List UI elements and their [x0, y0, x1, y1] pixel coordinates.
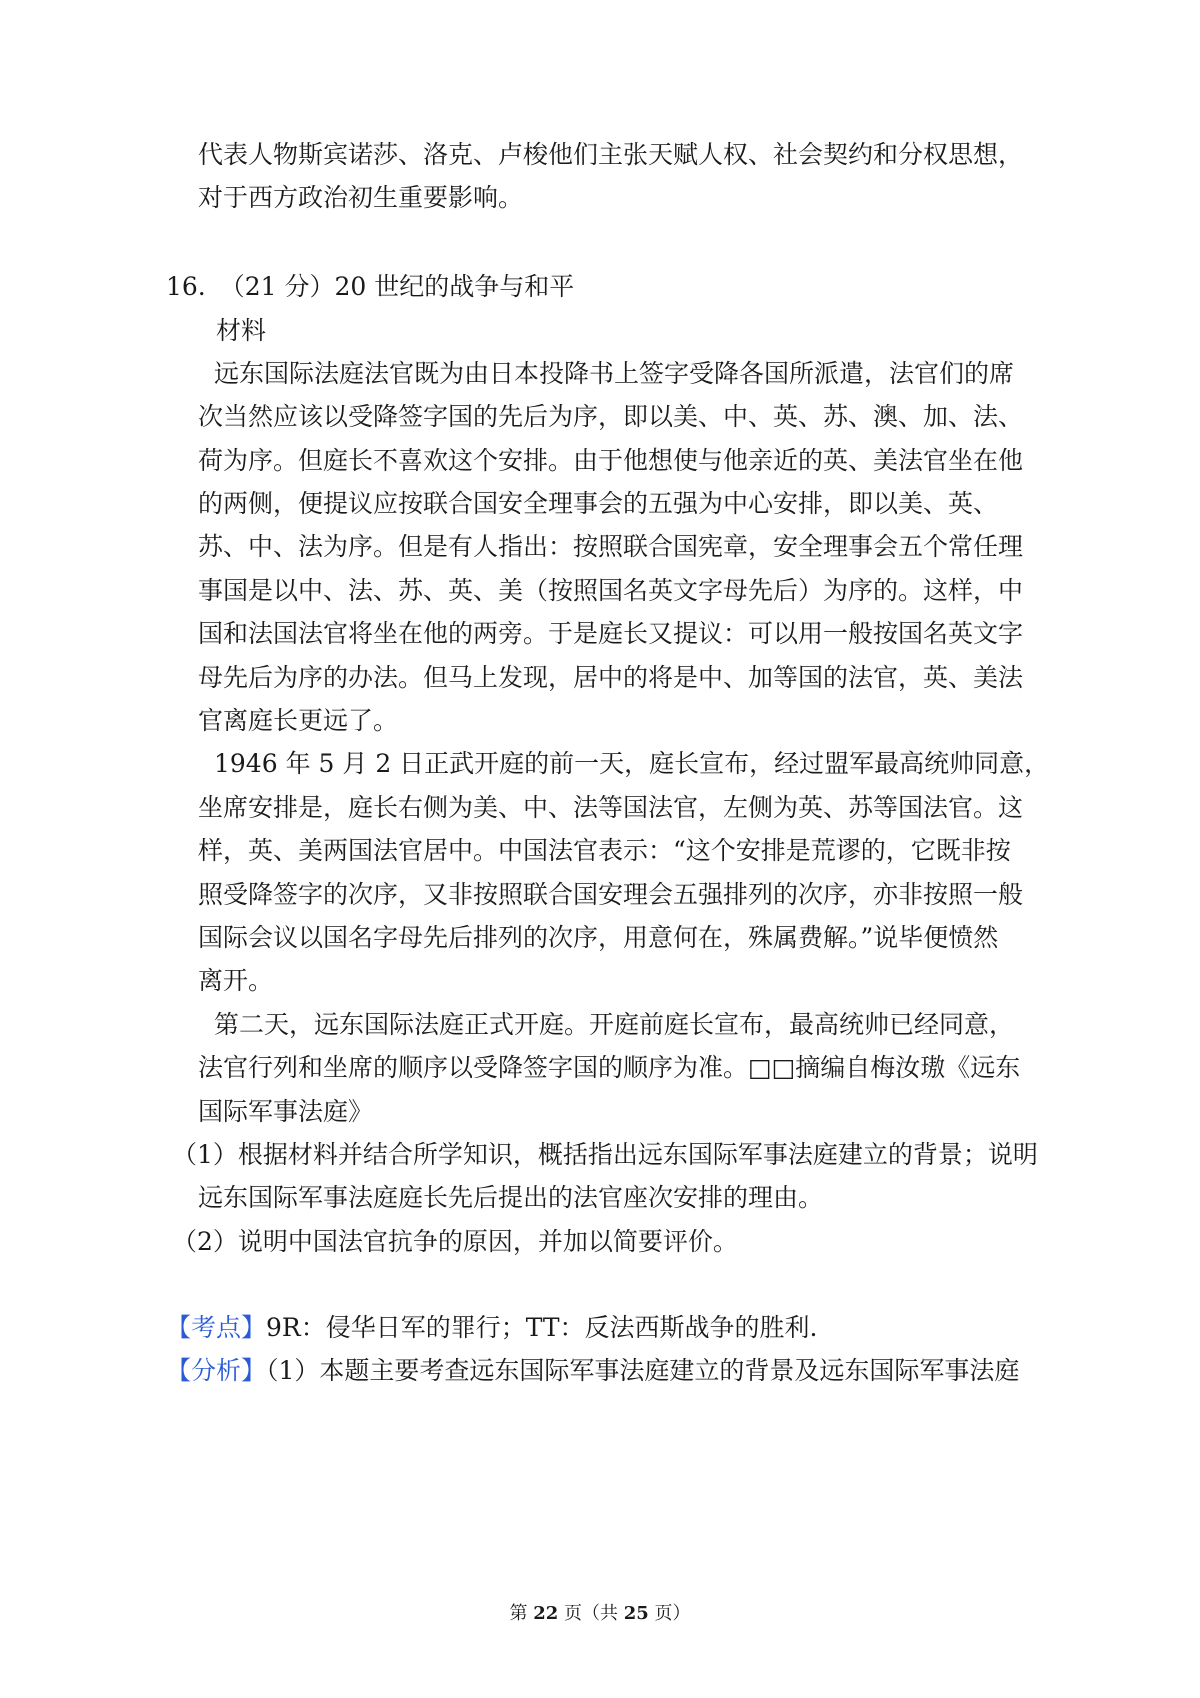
material-para1-line: 的两侧，便提议应按联合国安全理事会的五强为中心安排，即以美、英、	[198, 489, 999, 518]
fenxi-text: （1）本题主要考查远东国际军事法庭建立的背景及远东国际军事法庭	[266, 1356, 1020, 1385]
material-para1-line: 远东国际法庭法官既为由日本投降书上签字受降各国所派遣，法官们的席	[214, 359, 1015, 388]
question-title: 20 世纪的战争与和平	[334, 272, 575, 301]
fenxi-label: 【分析】	[166, 1356, 267, 1385]
material-para2-line: 坐席安排是，庭长右侧为美、中、法等国法官，左侧为英、苏等国法官。这	[198, 793, 1024, 822]
footer-middle: 页（共	[558, 1603, 624, 1624]
footer-page-number: 22	[533, 1603, 559, 1624]
material-para1-line: 官离庭长更远了。	[198, 706, 399, 735]
footer-suffix: 页）	[648, 1603, 691, 1624]
fenxi-row	[166, 1356, 1019, 1386]
material-para1-line: 苏、中、法为序。但是有人指出：按照联合国宪章，安全理事会五个常任理	[198, 532, 1024, 561]
sub-question-1: （1）根据材料并结合所学知识，概括指出远东国际军事法庭建立的背景；说明	[172, 1140, 1038, 1169]
sub-question-1-cont: 远东国际军事法庭庭长先后提出的法官座次安排的理由。	[198, 1183, 824, 1212]
prev-answer-line-2: 对于西方政治初生重要影响。	[198, 183, 524, 212]
material-para2-line: 离开。	[198, 966, 274, 995]
material-para1-line: 次当然应该以受降签字国的先后为序，即以美、中、英、苏、澳、加、法、	[198, 402, 1024, 431]
material-para2-line: 样，英、美两国法官居中。中国法官表示：“这个安排是荒谬的，它既非按	[198, 836, 1011, 865]
question-number: 16.	[166, 272, 206, 301]
material-para2-line: 国际会议以国名字母先后排列的次序，用意何在，殊属费解。”说毕便愤然	[198, 923, 999, 952]
kaodian-label: 【考点】	[166, 1313, 267, 1342]
material-para3-line: 国际军事法庭》	[198, 1097, 374, 1126]
material-para2-line: 1946 年 5 月 2 日正武开庭的前一天，庭长宣布，经过盟军最高统帅同意，	[214, 749, 1050, 778]
sub-question-2: （2）说明中国法官抗争的原因，并加以简要评价。	[172, 1227, 738, 1256]
material-para1-line: 母先后为序的办法。但马上发现，居中的将是中、加等国的法官，英、美法	[198, 663, 1024, 692]
question-score: （21 分）	[219, 272, 335, 301]
material-label: 材料	[216, 316, 267, 345]
kaodian-text: 9R：侵华日军的罪行；TT：反法西斯战争的胜利.	[266, 1313, 818, 1342]
question-heading	[166, 272, 574, 302]
footer-prefix: 第	[509, 1603, 534, 1624]
material-para1-line: 事国是以中、法、苏、英、美（按照国名英文字母先后）为序的。这样，中	[198, 576, 1024, 605]
footer-total-pages: 25	[623, 1603, 649, 1624]
prev-answer-line-1: 代表人物斯宾诺莎、洛克、卢梭他们主张天赋人权、社会契约和分权思想，	[198, 140, 1024, 169]
material-para3-line: 第二天，远东国际法庭正式开庭。开庭前庭长宣布，最高统帅已经同意，	[214, 1010, 1015, 1039]
page-footer	[0, 1603, 1200, 1625]
material-para2-line: 照受降签字的次序，又非按照联合国安理会五强排列的次序，亦非按照一般	[198, 880, 1024, 909]
kaodian-row	[166, 1313, 818, 1343]
material-para1-line: 国和法国法官将坐在他的两旁。于是庭长又提议：可以用一般按国名英文字	[198, 619, 1024, 648]
material-para3-line: 法官行列和坐席的顺序以受降签字国的顺序为准。□□摘编自梅汝璈《远东	[198, 1053, 1021, 1082]
material-para1-line: 荷为序。但庭长不喜欢这个安排。由于他想使与他亲近的英、美法官坐在他	[198, 446, 1024, 475]
